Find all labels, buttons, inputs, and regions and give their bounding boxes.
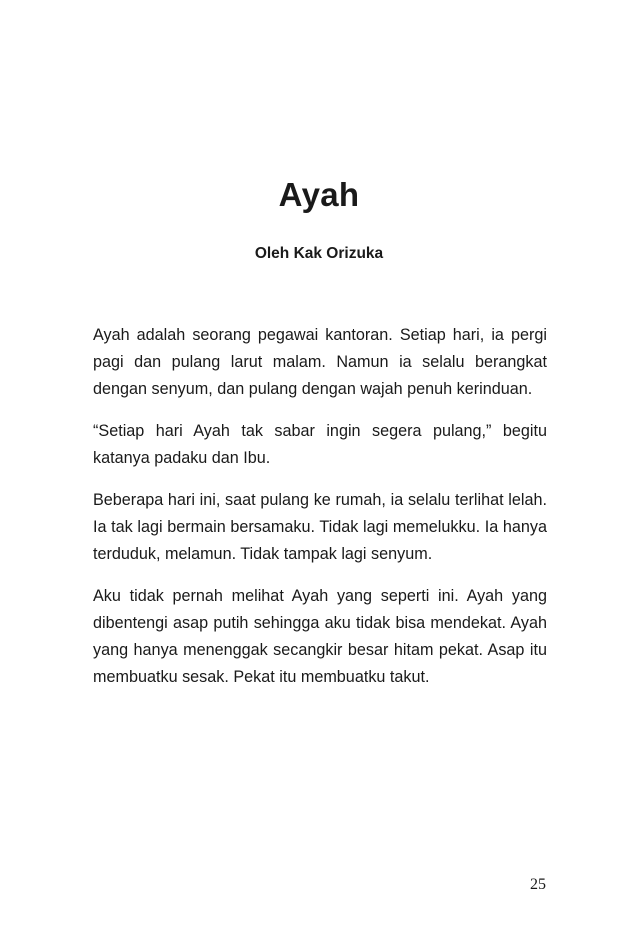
story-title: Ayah — [278, 176, 360, 213]
paragraph-2: “Setiap hari Ayah tak sabar ingin segera pulang,” begitu katanya padaku dan Ibu. — [93, 422, 547, 467]
paragraph-3: Beberapa hari ini, saat pulang ke rumah, ia selalu terlihat lelah. Ia tak lagi bermain bersamaku. Tidak lagi memelukku. Ia hanya terduduk, melamun. Tidak tampak lagi senyum. — [93, 491, 547, 563]
page-number: 25 — [530, 876, 546, 893]
paragraph-4: Aku tidak pernah melihat Ayah yang seperti ini. Ayah yang dibentengi asap putih sehingga aku tidak bisa mendekat. Ayah yang hanya menenggak secangkir besar hitam pekat. Asap itu membuatku sesak. Pekat itu membuatku takut. — [93, 587, 547, 686]
story-body — [93, 322, 547, 706]
story-author: Oleh Kak Orizuka — [254, 245, 384, 262]
paragraph-1: Ayah adalah seorang pegawai kantoran. Setiap hari, ia pergi pagi dan pulang larut malam. Namun ia selalu berangkat dengan senyum, dan pulang dengan wajah penuh kerinduan. — [93, 326, 547, 398]
